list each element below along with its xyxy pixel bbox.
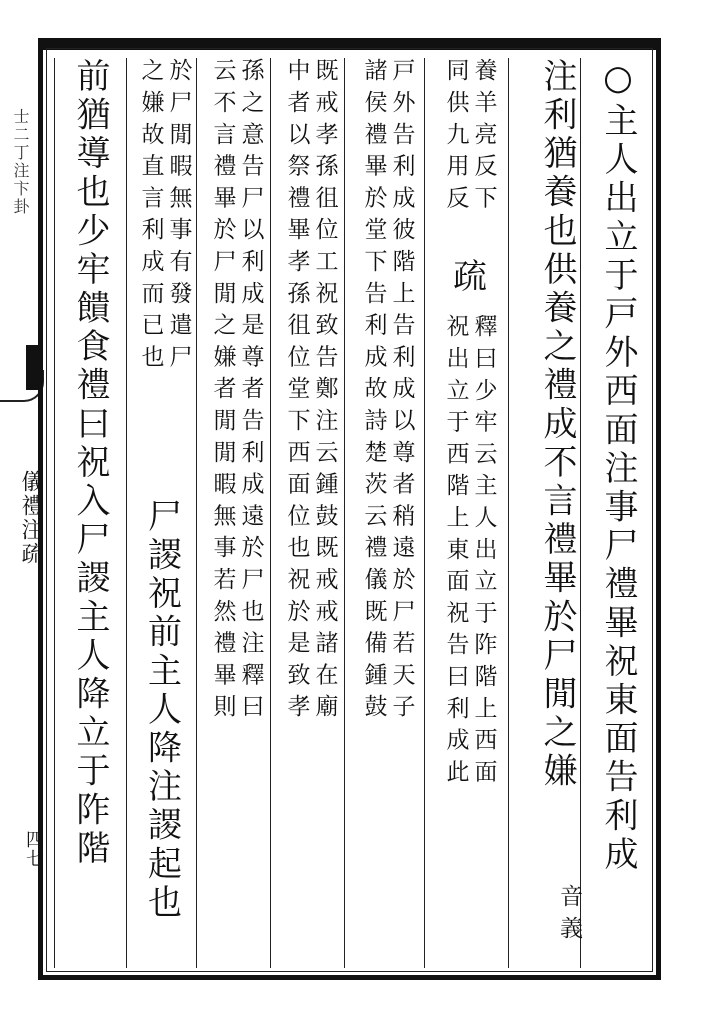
commentary-text: 既戒孝孫徂位工祝致告鄭注云鍾鼓既戒戒諸在廟 xyxy=(311,58,338,726)
text-column-3 xyxy=(424,58,508,968)
text-column-4 xyxy=(344,58,424,968)
page-number: 四七 xyxy=(23,830,44,868)
book-title: 儀禮注疏 xyxy=(18,470,43,566)
commentary-pair xyxy=(345,58,424,726)
text-column-8 xyxy=(54,58,126,968)
commentary-text: 祝出立于西階上東面祝告曰利成此 xyxy=(442,314,469,791)
shu-marker: 疏 xyxy=(446,258,487,297)
commentary-pair xyxy=(439,314,495,791)
commentary-text: 之嫌故直言利成而已也 xyxy=(137,58,164,376)
commentary-text: 云不言禮畢於尸閒之嫌者閒閒暇無事若然禮畢則 xyxy=(209,58,236,726)
main-text: ○主人出立于戸外西面注事尸禮畢祝東面告利成 xyxy=(598,58,638,875)
commentary-text: 養羊亮反下 xyxy=(470,58,497,217)
main-text: 尸謖祝前主人降注謖起也 xyxy=(141,498,182,923)
text-column-5 xyxy=(270,58,344,968)
text-column-2 xyxy=(508,58,580,968)
commentary-pair xyxy=(271,58,344,726)
commentary-text: 諸侯禮畢於堂下告利成故詩楚茨云禮儀既備鍾鼓 xyxy=(360,58,387,726)
text-column-1 xyxy=(580,58,652,968)
commentary-pair xyxy=(134,58,190,498)
text-column-7 xyxy=(126,58,196,968)
commentary-text: 於尸閒暇無事有發遣尸 xyxy=(165,58,192,376)
fold-margin-text: 士二丁注卞卦 xyxy=(11,108,30,216)
commentary-text: 戸外告利成彼階上告利成以尊者稍遠於尸若天子 xyxy=(388,58,415,726)
commentary-pair xyxy=(197,58,270,726)
main-text: 前猶導也少牢饋食禮曰祝入尸謖主人降立于阼階 xyxy=(70,58,110,869)
commentary-pair xyxy=(439,58,495,258)
commentary-text: 音義 xyxy=(556,884,582,948)
main-text: 注利猶養也供養之禮成不言禮畢於尸閒之嫌 xyxy=(537,58,577,792)
text-column-6 xyxy=(196,58,270,968)
fold-margin xyxy=(0,40,44,980)
commentary-text: 孫之意告尸以利成是尊者告利成遠於尸也注釋曰 xyxy=(237,58,264,726)
commentary-text: 釋曰少牢云主人出立于阼階上西面 xyxy=(470,314,497,791)
commentary-text: 同供九用反 xyxy=(442,58,469,217)
commentary-text: 中者以祭禮畢孝孫徂位堂下西面位也祝於是致孝 xyxy=(283,58,310,726)
